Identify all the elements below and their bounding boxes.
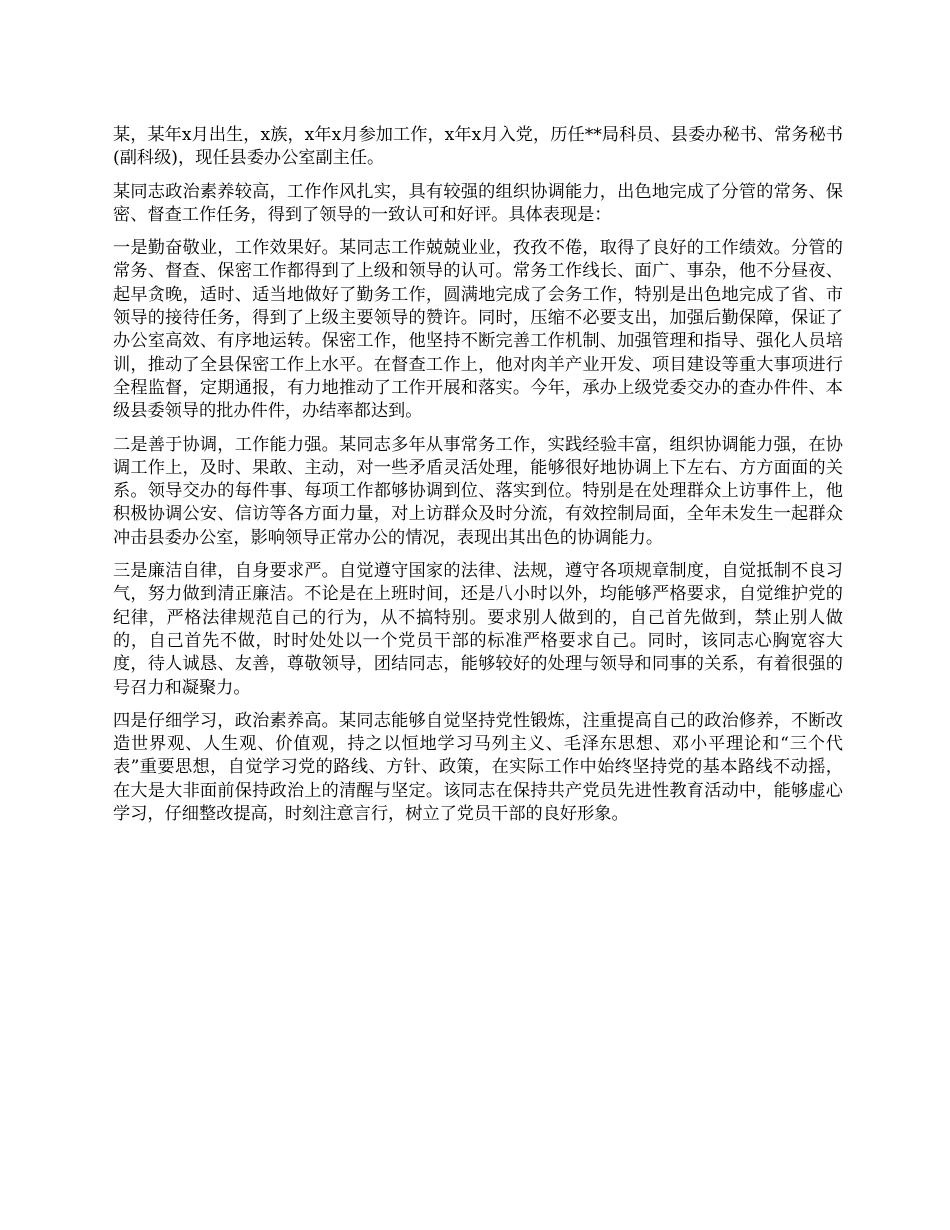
- paragraph-summary: 某同志政治素养较高，工作作风扎实，具有较强的组织协调能力，出色地完成了分管的常务、保密、督查工作任务，得到了领导的一致认可和好评。具体表现是：: [113, 181, 843, 225]
- paragraph-point-three: 三是廉洁自律，自身要求严。自觉遵守国家的法律、法规，遵守各项规章制度，自觉抵制不良习气，努力做到清正廉洁。不论是在上班时间，还是八小时以外，均能够严格要求，自觉维护党的纪律，严格法律规范自己的行为，从不搞特别。要求别人做到的，自己首先做到，禁止别人做的，自己首先不做，时时处处以一个党员干部的标准严格要求自己。同时，该同志心胸宽容大度，待人诚恳、友善，尊敬领导，团结同志，能够较好的处理与领导和同事的关系，有着很强的号召力和凝聚力。: [113, 561, 843, 698]
- paragraph-personal-info: 某，某年x月出生，x族，x年x月参加工作，x年x月入党，历任**局科员、县委办秘书、常务秘书(副科级)，现任县委办公室副主任。: [113, 125, 843, 169]
- paragraph-point-four: 四是仔细学习，政治素养高。某同志能够自觉坚持党性锻炼，注重提高自己的政治修养，不断改造世界观、人生观、价值观，持之以恒地学习马列主义、毛泽东思想、邓小平理论和“三个代表”重要思想，自觉学习党的路线、方针、政策，在实际工作中始终坚持党的基本路线不动摇，在大是大非面前保持政治上的清醒与坚定。该同志在保持共产党员先进性教育活动中，能够虚心学习，仔细整改提高，时刻注意言行，树立了党员干部的良好形象。: [113, 710, 843, 825]
- paragraph-point-two: 二是善于协调，工作能力强。某同志多年从事常务工作，实践经验丰富，组织协调能力强，在协调工作上，及时、果敢、主动，对一些矛盾灵活处理，能够很好地协调上下左右、方方面面的关系。领导交办的每件事、每项工作都够协调到位、落实到位。特别是在处理群众上访事件上，他积极协调公安、信访等各方面力量，对上访群众及时分流，有效控制局面，全年未发生一起群众冲击县委办公室，影响领导正常办公的情况，表现出其出色的协调能力。: [113, 434, 843, 548]
- paragraph-point-one: 一是勤奋敬业，工作效果好。某同志工作兢兢业业，孜孜不倦，取得了良好的工作绩效。分管的常务、督查、保密工作都得到了上级和领导的认可。常务工作线长、面广、事杂，他不分昼夜、起早贪晚，适时、适当地做好了勤务工作，圆满地完成了会务工作，特别是出色地完成了省、市领导的接待任务，得到了上级主要领导的赞许。同时，压缩不必要支出，加强后勤保障，保证了办公室高效、有序地运转。保密工作，他坚持不断完善工作机制、加强管理和指导、强化人员培训，推动了全县保密工作上水平。在督查工作上，他对肉羊产业开发、项目建设等重大事项进行全程监督，定期通报，有力地推动了工作开展和落实。今年，承办上级党委交办的查办件件、本级县委领导的批办件件，办结率都达到。: [113, 238, 843, 422]
- document-body: [113, 124, 843, 836]
